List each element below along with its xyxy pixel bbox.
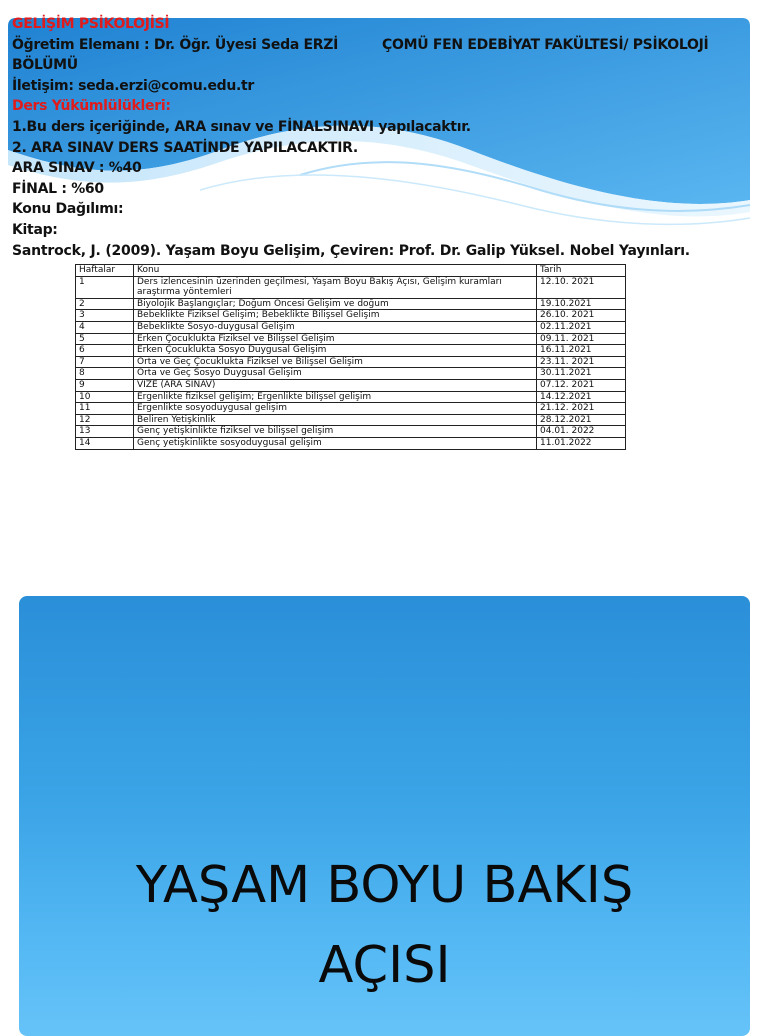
week-cell: 5 <box>76 333 134 345</box>
date-cell: 23.11. 2021 <box>537 356 626 368</box>
date-cell: 07.12. 2021 <box>537 379 626 391</box>
week-cell: 13 <box>76 426 134 438</box>
date-cell: 11.01.2022 <box>537 437 626 449</box>
week-cell: 10 <box>76 391 134 403</box>
topic-cell: Erken Çocuklukta Fiziksel ve Bilişsel Gelişim <box>134 333 537 345</box>
header-date: Tarih <box>537 265 626 277</box>
title-line-1: YAŞAM BOYU BAKIŞ <box>135 856 634 915</box>
book-reference: Santrock, J. (2009). Yaşam Boyu Gelişim, Çeviren: Prof. Dr. Galip Yüksel. Nobel Yayınları. <box>12 242 690 259</box>
week-cell: 1 <box>76 276 134 298</box>
date-cell: 19.10.2021 <box>537 298 626 310</box>
topic-cell: Genç yetişkinlikte sosyoduygusal gelişim <box>134 437 537 449</box>
topic-cell: VİZE (ARA SINAV) <box>134 379 537 391</box>
date-cell: 21.12. 2021 <box>537 403 626 415</box>
schedule-body <box>76 276 626 449</box>
table-row <box>76 356 626 368</box>
table-row <box>76 298 626 310</box>
topic-cell: Bebeklikte Sosyo-duygusal Gelişim <box>134 321 537 333</box>
topic-cell: Bebeklikte Fiziksel Gelişim; Bebeklikte Bilişsel Gelişim <box>134 310 537 322</box>
header-topic: Konu <box>134 265 537 277</box>
date-cell: 12.10. 2021 <box>537 276 626 298</box>
week-cell: 4 <box>76 321 134 333</box>
date-cell: 02.11.2021 <box>537 321 626 333</box>
week-cell: 12 <box>76 414 134 426</box>
week-cell: 2 <box>76 298 134 310</box>
obligations-heading: Ders Yükümlülükleri: <box>12 98 171 115</box>
date-cell: 14.12.2021 <box>537 391 626 403</box>
topic-cell: Orta ve Geç Sosyo Duygusal Gelişim <box>134 368 537 380</box>
faculty-line: ÇOMÜ FEN EDEBİYAT FAKÜLTESİ/ PSİKOLOJİ <box>382 36 709 53</box>
date-cell: 28.12.2021 <box>537 414 626 426</box>
table-row <box>76 379 626 391</box>
course-title: GELİŞİM PSİKOLOJİSİ <box>12 16 170 32</box>
week-cell: 9 <box>76 379 134 391</box>
table-row <box>76 333 626 345</box>
table-row <box>76 391 626 403</box>
table-row <box>76 276 626 298</box>
date-cell: 30.11.2021 <box>537 368 626 380</box>
date-cell: 04.01. 2022 <box>537 426 626 438</box>
table-row <box>76 403 626 415</box>
week-cell: 3 <box>76 310 134 322</box>
table-row <box>76 310 626 322</box>
topic-cell: Ders izlencesinin üzerinden geçilmesi, Yaşam Boyu Bakış Açısı, Gelişim kuramları araştırma yöntemleri <box>134 276 537 298</box>
table-row <box>76 321 626 333</box>
obligation-1: 1.Bu ders içeriğinde, ARA sınav ve FİNALSINAVI yapılacaktır. <box>12 118 471 135</box>
slide-title <box>19 596 750 1036</box>
topic-cell: Orta ve Geç Çocuklukta Fiziksel ve Bilişsel Gelişim <box>134 356 537 368</box>
date-cell: 09.11. 2021 <box>537 333 626 345</box>
topic-cell: Ergenlikte sosyoduygusal gelişim <box>134 403 537 415</box>
course-info-text <box>12 14 762 261</box>
topic-cell: Biyolojik Başlangıçlar; Doğum Öncesi Gelişim ve doğum <box>134 298 537 310</box>
final-weight: FİNAL : %60 <box>12 180 104 197</box>
table-row <box>76 368 626 380</box>
slide-title-text <box>19 846 750 1006</box>
department-line: BÖLÜMÜ <box>12 57 78 74</box>
schedule-table <box>75 264 626 450</box>
week-cell: 14 <box>76 437 134 449</box>
contact-line: İletişim: seda.erzi@comu.edu.tr <box>12 77 255 94</box>
table-row <box>76 414 626 426</box>
table-header-row <box>76 265 626 277</box>
obligation-2: 2. ARA SINAV DERS SAATİNDE YAPILACAKTIR. <box>12 139 358 156</box>
week-cell: 7 <box>76 356 134 368</box>
week-cell: 8 <box>76 368 134 380</box>
midterm-weight: ARA SINAV : %40 <box>12 160 142 177</box>
week-cell: 6 <box>76 345 134 357</box>
topic-distribution-label: Konu Dağılımı: <box>12 201 124 218</box>
header-weeks: Haftalar <box>76 265 134 277</box>
topic-cell: Beliren Yetişkinlik <box>134 414 537 426</box>
instructor-line: Öğretim Elemanı : Dr. Öğr. Üyesi Seda ERZİ <box>12 36 339 53</box>
table-row <box>76 426 626 438</box>
date-cell: 16.11.2021 <box>537 345 626 357</box>
table-row <box>76 345 626 357</box>
topic-cell: Genç yetişkinlikte fiziksel ve bilişsel gelişim <box>134 426 537 438</box>
title-line-2: AÇISI <box>318 936 451 995</box>
topic-cell: Erken Çocuklukta Sosyo Duygusal Gelişim <box>134 345 537 357</box>
week-cell: 11 <box>76 403 134 415</box>
table-row <box>76 437 626 449</box>
date-cell: 26.10. 2021 <box>537 310 626 322</box>
book-label: Kitap: <box>12 221 58 238</box>
topic-cell: Ergenlikte fiziksel gelişim; Ergenlikte bilişsel gelişim <box>134 391 537 403</box>
